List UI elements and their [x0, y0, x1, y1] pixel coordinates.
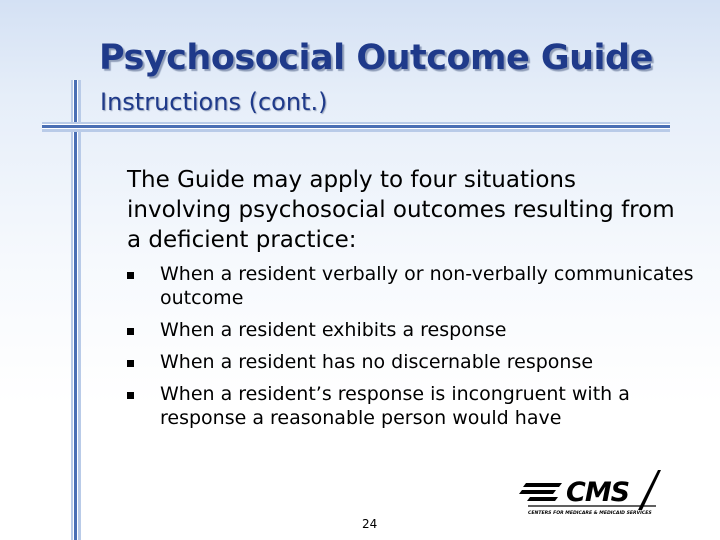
bullet-text: When a resident has no discernable response [160, 351, 594, 373]
bullet-text: When a resident’s response is incongruent with a response a reasonable person would have [160, 383, 630, 429]
cms-logo-text: CMS [566, 477, 630, 508]
cms-logo-tagline: CENTERS FOR MEDICARE & MEDICAID SERVICES [528, 511, 652, 516]
bullet-square-icon [127, 360, 134, 367]
bullet-list [127, 262, 697, 438]
slide-subtitle: Instructions (cont.) [100, 88, 328, 116]
bullet-square-icon [127, 272, 134, 279]
bullet-square-icon [127, 328, 134, 335]
page-number: 24 [362, 517, 378, 531]
horizontal-rule [42, 122, 670, 132]
intro-text: The Guide may apply to four situations involving psychosocial outcomes resulting from a deficient practice: [127, 167, 675, 253]
list-item [127, 350, 697, 374]
slide-title: Psychosocial Outcome Guide [99, 38, 653, 78]
list-item [127, 382, 697, 430]
bullet-square-icon [127, 392, 134, 399]
bullet-text: When a resident verbally or non-verbally communicates outcome [160, 263, 694, 309]
cms-logo [518, 466, 668, 518]
list-item [127, 318, 697, 342]
bullet-text: When a resident exhibits a response [160, 319, 507, 341]
vertical-rule [71, 80, 81, 540]
list-item [127, 262, 697, 310]
